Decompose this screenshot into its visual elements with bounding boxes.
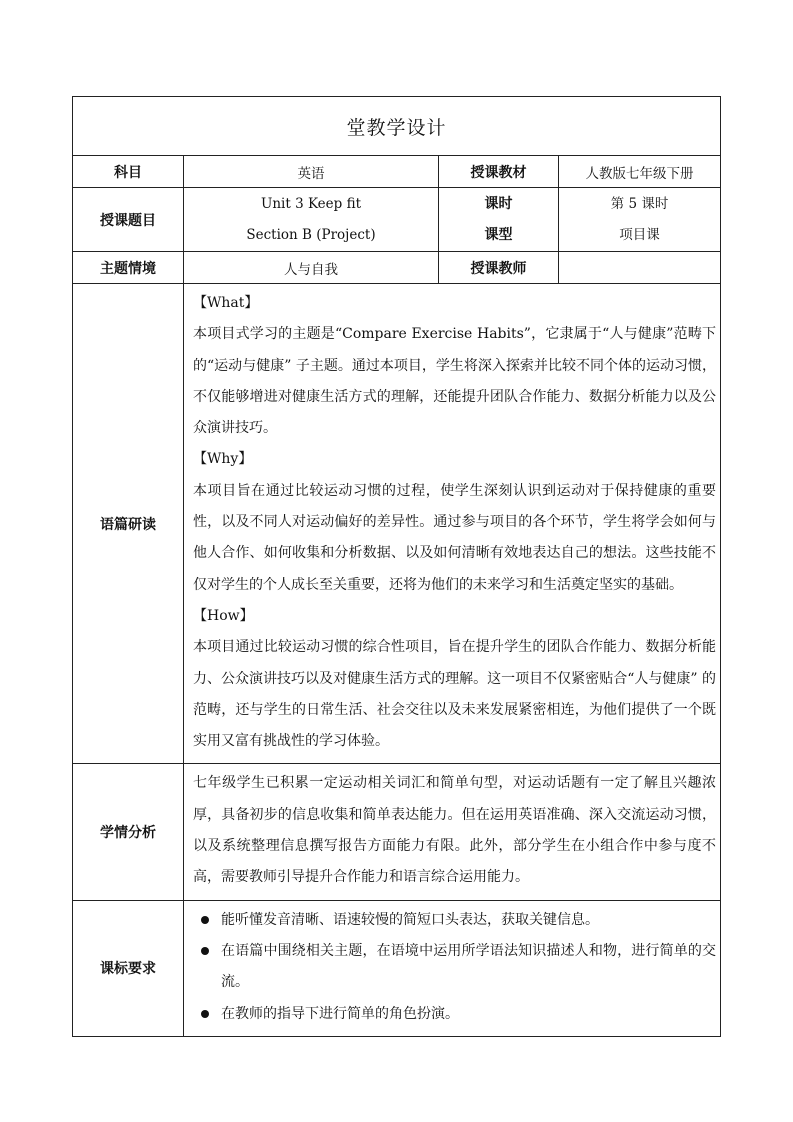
lesson-plan-table [72, 96, 721, 1037]
how-heading: 【How】 [193, 607, 254, 624]
learner-analysis-paragraph: 七年级学生已积累一定运动相关词汇和简单句型，对运动话题有一定了解且兴趣浓厚，具备初步的信息收集和简单表达能力。但在运用英语准确、深入交流运动习惯，以及系统整理信息撰写报告方面能力有限。此外，部分学生在小组合作中参与度不高，需要教师引导提升合作能力和语言综合运用能力。 [193, 775, 717, 886]
curriculum-label: 课标要求 [73, 900, 184, 1036]
learner-analysis-content [184, 764, 721, 900]
curriculum-item-text: 在语篇中围绕相关主题，在语境中运用所学语法知识描述人和物，进行简单的交流。 [221, 942, 717, 991]
textbook-label: 授课教材 [439, 156, 559, 188]
teacher-label: 授课教师 [439, 252, 559, 284]
type-value: 项目课 [619, 226, 660, 243]
curriculum-item-text: 在教师的指导下进行简单的角色扮演。 [221, 1005, 459, 1022]
period-value: 第 5 课时 [610, 195, 669, 212]
why-heading: 【Why】 [193, 451, 253, 468]
topic-value [184, 188, 439, 252]
bullet-icon [201, 1010, 209, 1018]
period-label: 课时 [484, 195, 513, 212]
text-study-label: 语篇研读 [73, 284, 184, 764]
topic-line-1: Unit 3 Keep fit [260, 195, 362, 212]
curriculum-list [193, 905, 716, 1030]
topic-line-2: Section B (Project) [246, 226, 376, 243]
subject-value: 英语 [184, 156, 439, 188]
type-label: 课型 [484, 226, 513, 243]
bullet-icon [201, 916, 209, 924]
how-paragraph: 本项目通过比较运动习惯的综合性项目，旨在提升学生的团队合作能力、数据分析能力、公众演讲技巧以及对健康生活方式的理解。这一项目不仅紧密贴合“人与健康” 的范畴，还与学生的日常生活、社会交往以及未来发展紧密相连，为他们提供了一个既实用又富有挑战性的学习体验。 [193, 639, 717, 750]
what-paragraph: 本项目式学习的主题是“Compare Exercise Habits”，它隶属于“人与健康”范畴下的“运动与健康” 子主题。通过本项目，学生将深入探索并比较不同个体的运动习惯，不仅能够增进对健康生活方式的理解，还能提升团队合作能力、数据分析能力以及公众演讲技巧。 [193, 326, 717, 437]
subject-label: 科目 [73, 156, 184, 188]
curriculum-content [184, 900, 721, 1036]
curriculum-item [193, 905, 716, 936]
curriculum-item [193, 936, 716, 999]
period-type-values [559, 188, 721, 252]
page-title: 堂教学设计 [73, 97, 721, 156]
why-paragraph: 本项目旨在通过比较运动习惯的过程，使学生深刻认识到运动对于保持健康的重要性，以及不同人对运动偏好的差异性。通过参与项目的各个环节，学生将学会如何与他人合作、如何收集和分析数据、以及如何清晰有效地表达自己的想法。这些技能不仅对学生的个人成长至关重要，还将为他们的未来学习和生活奠定坚实的基础。 [193, 482, 717, 593]
what-heading: 【What】 [193, 295, 259, 311]
textbook-value: 人教版七年级下册 [559, 156, 721, 188]
theme-label: 主题情境 [73, 252, 184, 284]
bullet-icon [201, 947, 209, 955]
theme-value: 人与自我 [184, 252, 439, 284]
text-study-content [184, 284, 721, 764]
period-type-labels [439, 188, 559, 252]
curriculum-item-text: 能听懂发音清晰、语速较慢的简短口头表达，获取关键信息。 [221, 911, 599, 928]
learner-analysis-label: 学情分析 [73, 764, 184, 900]
curriculum-item [193, 999, 716, 1030]
teacher-value [559, 252, 721, 284]
topic-label: 授课题目 [73, 188, 184, 252]
